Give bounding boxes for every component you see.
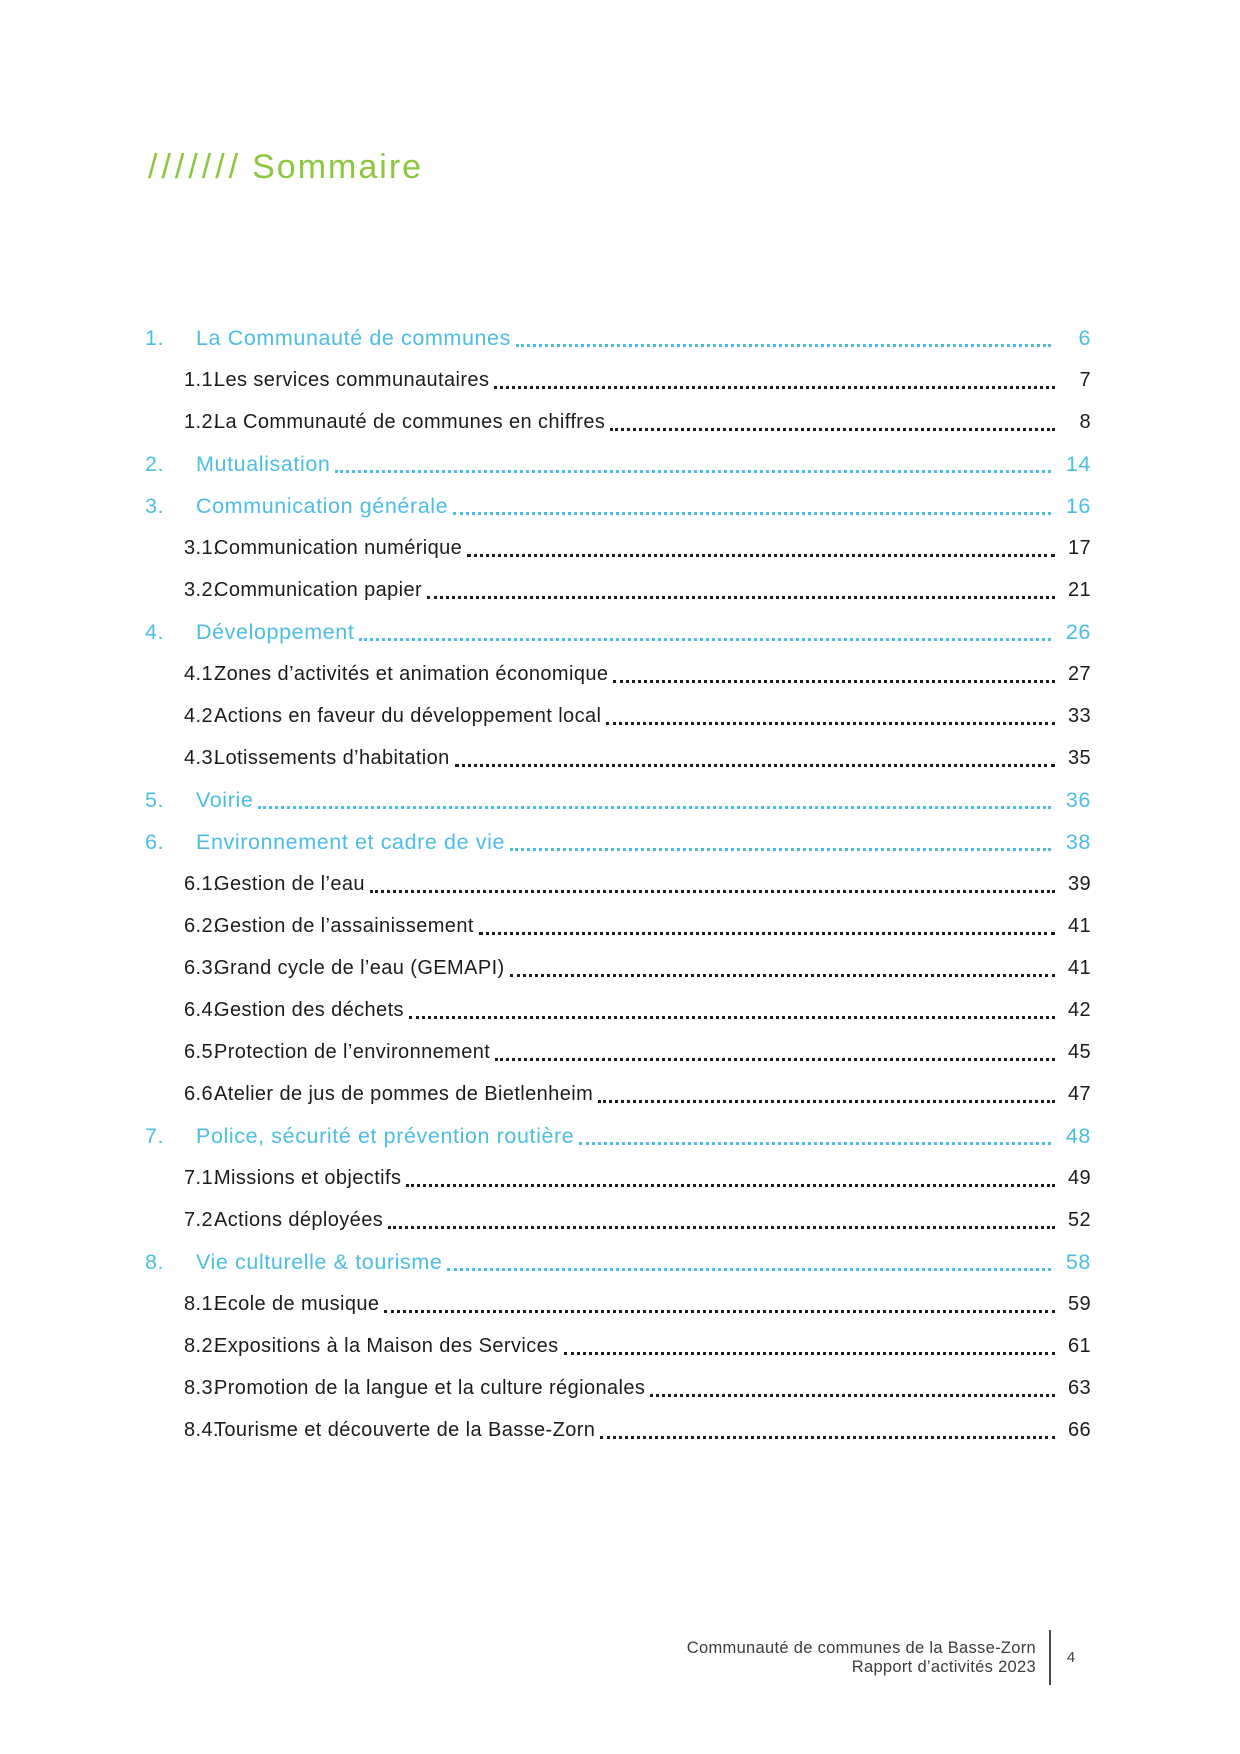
- toc-entry-page: 26: [1065, 619, 1091, 644]
- toc-entry-label: Ecole de musique: [214, 1292, 380, 1315]
- toc-entry-label: Gestion des déchets: [214, 998, 404, 1021]
- dot-leader: [453, 512, 1051, 515]
- toc-entry-page: 16: [1065, 493, 1091, 518]
- footer-page-number: 4: [1066, 1649, 1076, 1666]
- toc-entry[interactable]: [145, 527, 1091, 569]
- toc-entry-page: 7: [1079, 368, 1091, 391]
- toc-entry-page: 38: [1065, 829, 1091, 854]
- toc-entry-label: Grand cycle de l’eau (GEMAPI): [214, 956, 505, 979]
- toc-entry-number: 8.3.: [184, 1376, 219, 1399]
- dot-leader: [598, 1100, 1055, 1103]
- toc-entry-label: Expositions à la Maison des Services: [214, 1334, 559, 1357]
- dot-leader: [467, 554, 1055, 557]
- toc-entry-number: 4.2.: [184, 704, 219, 727]
- toc-entry-page: 6: [1078, 325, 1091, 350]
- toc-entry-number: 6.1.: [184, 872, 219, 895]
- toc-entry-number: 6.6.: [184, 1082, 219, 1105]
- dot-leader: [427, 596, 1055, 599]
- toc-entry-label: Mutualisation: [196, 451, 331, 476]
- toc-entry-number: 3.1.: [184, 536, 219, 559]
- toc-entry[interactable]: [145, 863, 1091, 905]
- page-footer: [687, 1630, 1078, 1685]
- footer-divider: [1049, 1630, 1051, 1685]
- toc-entry-label: La Communauté de communes: [196, 325, 511, 350]
- toc-entry[interactable]: [145, 1409, 1091, 1451]
- toc-entry-number: 3.2.: [184, 578, 219, 601]
- toc-entry-number: 8.2.: [184, 1334, 219, 1357]
- toc-entry-page: 17: [1067, 536, 1091, 559]
- toc-entry-label: Communication numérique: [214, 536, 463, 559]
- toc-entry-number: 2.: [145, 451, 165, 476]
- dot-leader: [610, 428, 1055, 431]
- toc-entry-number: 8.: [145, 1249, 165, 1274]
- toc-entry-label: Communication papier: [214, 578, 423, 601]
- toc-entry-label: Gestion de l’assainissement: [214, 914, 474, 937]
- toc-entry-number: 8.1.: [184, 1292, 219, 1315]
- dot-leader: [409, 1016, 1055, 1019]
- toc-entry[interactable]: [145, 989, 1091, 1031]
- dot-leader: [510, 848, 1051, 851]
- toc-entry[interactable]: [145, 1157, 1091, 1199]
- toc-entry-page: 63: [1067, 1376, 1091, 1399]
- toc-entry-number: 4.: [145, 619, 165, 644]
- toc-entry-page: 8: [1079, 410, 1091, 433]
- toc-entry[interactable]: [145, 947, 1091, 989]
- toc-entry-label: Développement: [196, 619, 355, 644]
- title-slashes-decoration: ///////: [148, 148, 243, 186]
- toc-entry-page: 21: [1067, 578, 1091, 601]
- toc-entry-number: 6.3.: [184, 956, 219, 979]
- toc-entry-page: 48: [1065, 1123, 1091, 1148]
- toc-entry[interactable]: [145, 653, 1091, 695]
- dot-leader: [579, 1142, 1051, 1145]
- toc-entry[interactable]: [145, 485, 1091, 527]
- toc-entry-label: Actions en faveur du développement local: [214, 704, 602, 727]
- toc-entry-page: 41: [1067, 956, 1091, 979]
- toc-entry-page: 52: [1067, 1208, 1091, 1231]
- toc-entry[interactable]: [145, 1367, 1091, 1409]
- toc-entry-page: 61: [1067, 1334, 1091, 1357]
- toc-entry-number: 1.: [145, 325, 165, 350]
- toc-entry-page: 41: [1067, 914, 1091, 937]
- toc-entry[interactable]: [145, 317, 1091, 359]
- page-title-text: Sommaire: [252, 148, 424, 186]
- toc-entry[interactable]: [145, 1241, 1091, 1283]
- toc-entry-label: Vie culturelle & tourisme: [196, 1249, 443, 1274]
- toc-entry-label: Promotion de la langue et la culture régionales: [214, 1376, 646, 1399]
- toc-entry-page: 47: [1067, 1082, 1091, 1105]
- toc-entry-page: 35: [1067, 746, 1091, 769]
- table-of-contents: [145, 317, 1091, 1451]
- dot-leader: [406, 1184, 1055, 1187]
- toc-entry-number: 3.: [145, 493, 165, 518]
- toc-entry-page: 42: [1067, 998, 1091, 1021]
- toc-entry-page: 59: [1067, 1292, 1091, 1315]
- dot-leader: [479, 932, 1055, 935]
- dot-leader: [359, 638, 1051, 641]
- toc-entry-label: Zones d’activités et animation économique: [214, 662, 609, 685]
- toc-entry[interactable]: [145, 359, 1091, 401]
- toc-entry[interactable]: [145, 905, 1091, 947]
- toc-entry-page: 58: [1065, 1249, 1091, 1274]
- toc-entry-label: Voirie: [196, 787, 254, 812]
- toc-entry-page: 33: [1067, 704, 1091, 727]
- page-title: [148, 148, 423, 187]
- dot-leader: [258, 806, 1051, 809]
- toc-entry[interactable]: [145, 569, 1091, 611]
- toc-entry[interactable]: [145, 821, 1091, 863]
- toc-entry[interactable]: [145, 401, 1091, 443]
- toc-entry[interactable]: [145, 695, 1091, 737]
- dot-leader: [510, 974, 1055, 977]
- toc-entry-page: 39: [1067, 872, 1091, 895]
- toc-entry-label: Actions déployées: [214, 1208, 384, 1231]
- dot-leader: [650, 1394, 1055, 1397]
- footer-text: [687, 1633, 1036, 1683]
- toc-entry[interactable]: [145, 737, 1091, 779]
- toc-entry-number: 6.: [145, 829, 165, 854]
- toc-entry-label: Lotissements d’habitation: [214, 746, 450, 769]
- toc-entry-label: Les services communautaires: [214, 368, 490, 391]
- toc-entry-label: Police, sécurité et prévention routière: [196, 1123, 575, 1148]
- footer-report-line: Rapport d’activités 2023: [851, 1657, 1036, 1676]
- toc-entry-number: 6.5.: [184, 1040, 219, 1063]
- dot-leader: [516, 344, 1051, 347]
- toc-entry-number: 7.: [145, 1123, 165, 1148]
- toc-entry-number: 4.3.: [184, 746, 219, 769]
- toc-entry[interactable]: [145, 1283, 1091, 1325]
- toc-entry-number: 7.2.: [184, 1208, 219, 1231]
- toc-entry[interactable]: [145, 1073, 1091, 1115]
- dot-leader: [335, 470, 1051, 473]
- toc-entry-number: 5.: [145, 787, 165, 812]
- dot-leader: [447, 1268, 1051, 1271]
- dot-leader: [494, 386, 1055, 389]
- toc-entry-label: Gestion de l’eau: [214, 872, 365, 895]
- dot-leader: [495, 1058, 1055, 1061]
- toc-entry[interactable]: [145, 1031, 1091, 1073]
- toc-entry-label: Tourisme et découverte de la Basse-Zorn: [214, 1418, 596, 1441]
- toc-entry-label: Protection de l’environnement: [214, 1040, 491, 1063]
- toc-entry-page: 27: [1067, 662, 1091, 685]
- toc-entry-label: La Communauté de communes en chiffres: [214, 410, 606, 433]
- toc-entry-page: 49: [1067, 1166, 1091, 1189]
- toc-entry[interactable]: [145, 1325, 1091, 1367]
- toc-entry-number: 4.1.: [184, 662, 219, 685]
- toc-entry-page: 14: [1065, 451, 1091, 476]
- toc-entry-number: 1.2.: [184, 410, 219, 433]
- dot-leader: [388, 1226, 1055, 1229]
- footer-org-line: Communauté de communes de la Basse-Zorn: [686, 1638, 1036, 1657]
- toc-entry-number: 7.1.: [184, 1166, 219, 1189]
- toc-entry-number: 1.1.: [184, 368, 219, 391]
- toc-entry-number: 8.4.: [184, 1418, 219, 1441]
- toc-entry-label: Environnement et cadre de vie: [196, 829, 506, 854]
- toc-entry-page: 45: [1067, 1040, 1091, 1063]
- toc-entry[interactable]: [145, 611, 1091, 653]
- toc-entry[interactable]: [145, 443, 1091, 485]
- toc-entry[interactable]: [145, 1115, 1091, 1157]
- toc-entry-number: 6.4.: [184, 998, 219, 1021]
- toc-entry-number: 6.2.: [184, 914, 219, 937]
- toc-entry[interactable]: [145, 779, 1091, 821]
- dot-leader: [370, 890, 1055, 893]
- toc-entry-page: 66: [1067, 1418, 1091, 1441]
- dot-leader: [384, 1310, 1055, 1313]
- dot-leader: [564, 1352, 1055, 1355]
- dot-leader: [600, 1436, 1055, 1439]
- toc-entry-label: Communication générale: [196, 493, 449, 518]
- toc-entry-label: Missions et objectifs: [214, 1166, 402, 1189]
- dot-leader: [606, 722, 1055, 725]
- toc-entry[interactable]: [145, 1199, 1091, 1241]
- dot-leader: [613, 680, 1055, 683]
- toc-entry-label: Atelier de jus de pommes de Bietlenheim: [214, 1082, 594, 1105]
- toc-entry-page: 36: [1065, 787, 1091, 812]
- dot-leader: [455, 764, 1055, 767]
